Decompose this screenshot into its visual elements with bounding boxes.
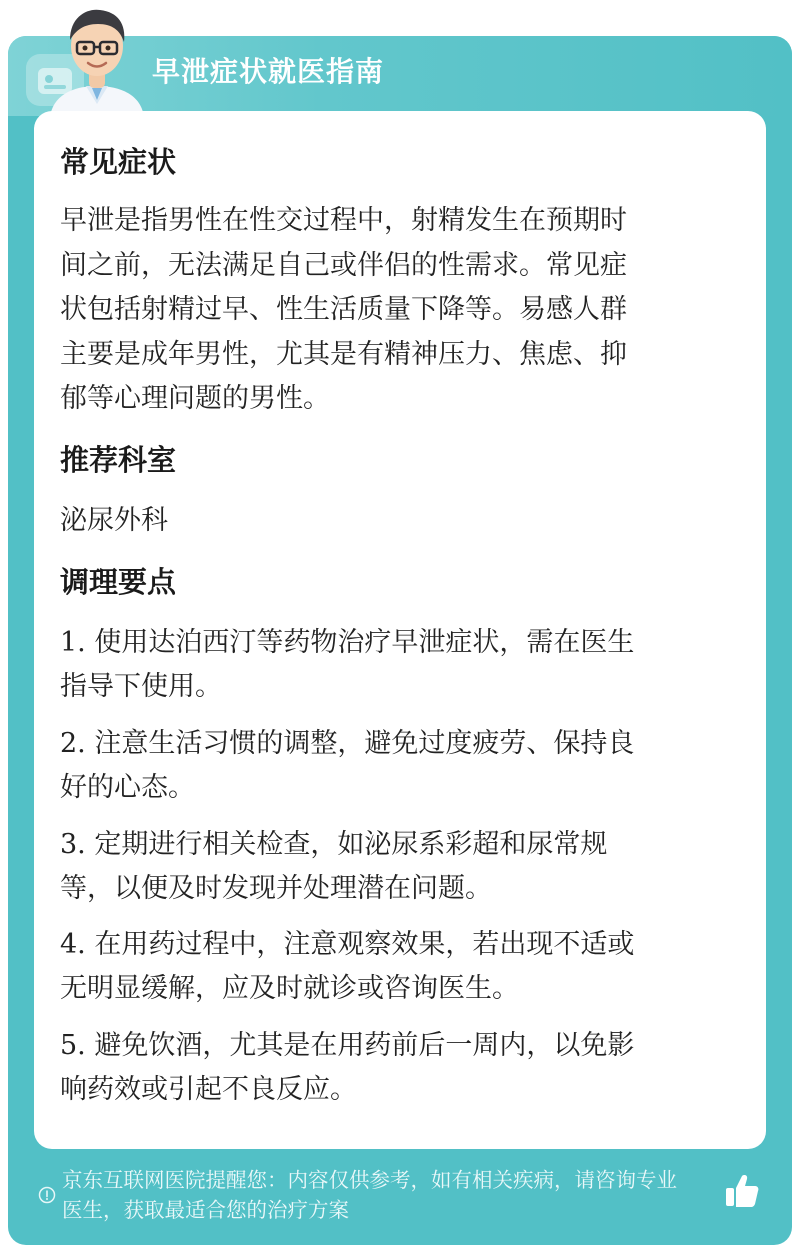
- symptoms-line: 早泄是指男性在性交过程中，射精发生在预期时: [60, 205, 627, 236]
- tip-line: 无明显缓解，应及时就诊或咨询医生。: [60, 973, 519, 1004]
- care-tip-5: [60, 1024, 730, 1112]
- symptoms-line: 郁等心理问题的男性。: [60, 383, 330, 414]
- care-tip-2: [60, 722, 730, 810]
- tip-line: 等，以便及时发现并处理潜在问题。: [60, 873, 492, 904]
- disclaimer-line: 医生，获取最适合您的治疗方案: [62, 1198, 349, 1222]
- care-tip-4: [60, 923, 730, 1011]
- tip-line: 响药效或引起不良反应。: [60, 1074, 357, 1105]
- tip-number: 2.: [60, 728, 86, 759]
- tip-number: 3.: [60, 829, 86, 860]
- tip-line: 使用达泊西汀等药物治疗早泄症状，需在医生: [94, 627, 635, 658]
- symptoms-line: 主要是成年男性，尤其是有精神压力、焦虑、抑: [60, 338, 627, 370]
- doctor-avatar: [42, 0, 152, 118]
- page-title: 早泄症状就医指南: [152, 55, 385, 88]
- symptoms-description: [60, 199, 728, 422]
- care-tip-3: [60, 823, 730, 911]
- care-heading: 调理要点: [60, 565, 177, 599]
- tip-number: 4.: [60, 929, 86, 960]
- thumbs-up-icon[interactable]: [722, 1172, 762, 1210]
- symptoms-line: 状包括射精过早、性生活质量下降等。易感人群: [60, 294, 627, 325]
- tip-number: 1.: [60, 627, 86, 658]
- department-heading: 推荐科室: [60, 443, 177, 477]
- tip-line: 注意生活习惯的调整，避免过度疲劳、保持良: [94, 728, 635, 759]
- care-tip-1: [60, 621, 730, 709]
- department-value: 泌尿外科: [60, 505, 168, 536]
- tip-line: 避免饮酒，尤其是在用药前后一周内，以免影: [94, 1030, 635, 1061]
- tip-line: 在用药过程中，注意观察效果，若出现不适或: [94, 929, 635, 960]
- tip-number: 5.: [60, 1030, 86, 1061]
- disclaimer-line: 京东互联网医院提醒您：内容仅供参考，如有相关疾病，请咨询专业: [62, 1168, 677, 1192]
- disclaimer: [62, 1165, 732, 1225]
- tip-line: 指导下使用。: [60, 671, 222, 702]
- info-icon: [38, 1186, 56, 1204]
- tip-line: 定期进行相关检查，如泌尿系彩超和尿常规: [94, 829, 608, 860]
- symptoms-heading: 常见症状: [60, 145, 177, 179]
- tip-line: 好的心态。: [60, 772, 195, 803]
- symptoms-line: 间之前，无法满足自己或伴侣的性需求。常见症: [60, 249, 627, 281]
